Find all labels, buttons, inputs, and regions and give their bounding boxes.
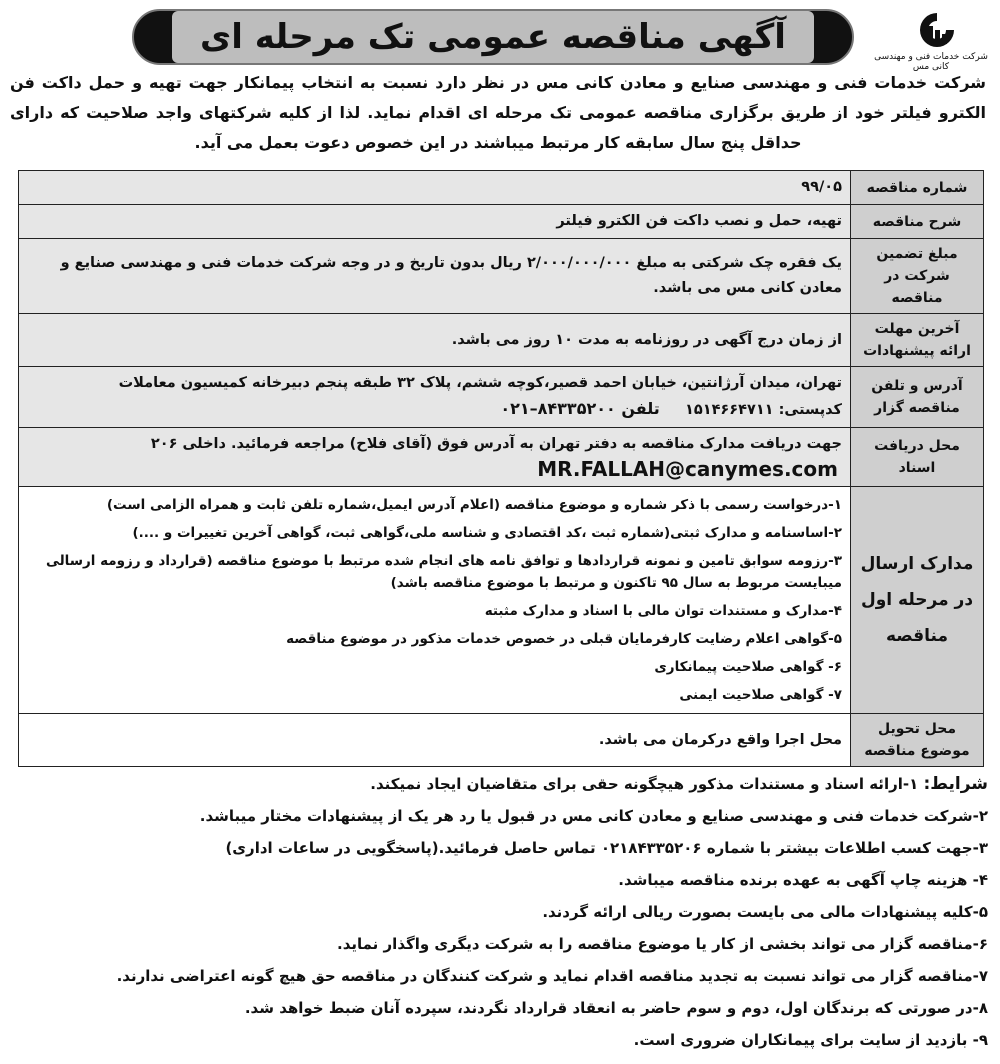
company-logo <box>914 10 960 50</box>
docs-pickup-value: جهت دریافت مدارک مناقصه به دفتر تهران به آدرس فوق (آقای فلاح) مراجعه فرمائید. داخلی ۲۰۶ <box>150 436 842 452</box>
table-row <box>19 239 984 314</box>
header <box>0 4 1000 72</box>
deadline-value: از زمان درج آگهی در روزنامه به مدت ۱۰ روز می باشد. <box>19 314 851 367</box>
list-item: ۳-رزومه سوابق تامین و نمونه قراردادها و توافق نامه های انجام شده مرتبط با موضوع مناقصه (قرارداد و رزومه ارسالی میبایست مربوط به سال ۹۵ تاکنون و مرتبط با موضوع مناقصه باشد) <box>45 553 842 591</box>
guarantee-value: یک فقره چک شرکتی به مبلغ ۲/۰۰۰/۰۰۰/۰۰۰ ریال بدون تاریخ و در وجه شرکت خدمات فنی و مهندسی صنایع و معادن کانی مس می باشد. <box>19 239 851 314</box>
tender-number-value: ۹۹/۰۵ <box>19 171 851 205</box>
submission-docs-label: مدارک ارسال در مرحله اول مناقصه <box>851 487 984 714</box>
phone-number: تلفن ۸۴۳۳۵۲۰۰–۰۲۱ <box>500 399 660 418</box>
table-row <box>19 428 984 487</box>
list-item: ۴-مدارک و مستندات توان مالی با اسناد و مدارک مثبته <box>484 603 842 619</box>
postal-code: کدپستی: ۱۵۱۴۶۶۴۷۱۱ <box>685 402 842 418</box>
delivery-label: محل تحویل موضوع مناقصه <box>851 714 984 767</box>
docs-pickup-label: محل دریافت اسناد <box>851 428 984 487</box>
tender-details-table <box>18 170 984 767</box>
list-item: ۱-درخواست رسمی با ذکر شماره و موضوع مناقصه (اعلام آدرس ایمیل،شماره تلفن ثابت و همراه الزامی است) <box>106 497 842 513</box>
deadline-label: آخرین مهلت ارائه پیشنهادات <box>851 314 984 367</box>
list-item: ۷- گواهی صلاحیت ایمنی <box>679 687 842 703</box>
list-item: ۸-در صورتی که برندگان اول، دوم و سوم حاضر به انعقاد قرارداد نگردند، سپرده آنان ضبط خواهد شد. <box>244 999 988 1017</box>
list-item: ۳-جهت کسب اطلاعات بیشتر با شماره ۰۲۱۸۴۳۳۵۲۰۶ تماس حاصل فرمائید.(پاسخگویی در ساعات اداری) <box>225 839 988 857</box>
table-row <box>19 487 984 714</box>
title-banner <box>132 9 854 65</box>
list-item: ۵-کلیه پیشنهادات مالی می بایست بصورت ریالی ارائه گردند. <box>542 903 988 921</box>
table-row <box>19 714 984 767</box>
list-item: ۶- گواهی صلاحیت پیمانکاری <box>654 659 842 675</box>
logo-caption: شرکت خدمات فنی و مهندسی کانی مس <box>874 52 988 72</box>
address-value: تهران، میدان آرژانتین، خیابان احمد قصیر،کوچه ششم، پلاک ۳۲ طبقه پنجم دبیرخانه کمیسیون معاملات <box>118 375 842 391</box>
table-row <box>19 205 984 239</box>
table-row <box>19 171 984 205</box>
table-row <box>19 367 984 428</box>
contact-email[interactable]: MR.FALLAH@canymes.com <box>537 457 838 481</box>
tender-number-label: شماره مناقصه <box>851 171 984 205</box>
list-item: ۷-مناقصه گزار می تواند نسبت به تجدید مناقصه اقدام نماید و شرکت کنندگان در مناقصه حق هیچ گونه اعتراضی ندارند. <box>116 967 988 985</box>
list-item: ۶-مناقصه گزار می تواند بخشی از کار یا موضوع مناقصه را به شرکت دیگری واگذار نماید. <box>337 935 988 953</box>
description-label: شرح مناقصه <box>851 205 984 239</box>
description-value: تهیه، حمل و نصب داکت فن الکترو فیلتر <box>19 205 851 239</box>
list-item: ۹- بازدید از سایت برای پیمانکاران ضروری است. <box>633 1031 988 1049</box>
guarantee-label: مبلغ تضمین شرکت در مناقصه <box>851 239 984 314</box>
conditions-heading: شرایط: <box>923 774 988 794</box>
intro-paragraph: شرکت خدمات فنی و مهندسی صنایع و معادن کانی مس در نظر دارد نسبت به انتخاب پیمانکار جهت تهیه و حمل داکت فن الکترو فیلتر خود از طریق برگزاری مناقصه عمومی تک مرحله ای اقدام نماید. لذا از کلیه شرکتهای واجد صلاحیت که دارای حداقل پنج سال سابقه کار مرتبط میباشند در این خصوص دعوت بعمل می آید. <box>10 73 986 152</box>
list-item: ۵-گواهی اعلام رضایت کارفرمایان قبلی در خصوص خدمات مذکور در موضوع مناقصه <box>286 631 842 647</box>
page-title: آگهی مناقصه عمومی تک مرحله ای <box>200 17 786 57</box>
list-item: ۲-اساسنامه و مدارک ثبتی(شماره ثبت ،کد اقتصادی و شناسه ملی،گواهی ثبت، گواهی آخرین تغییرات و ....) <box>132 525 842 541</box>
conditions-section <box>12 768 988 1056</box>
list-item: شرایط: ۱-ارائه اسناد و مستندات مذکور هیچگونه حقی برای متقاضیان ایجاد نمیکند. <box>370 774 988 794</box>
table-row <box>19 314 984 367</box>
list-item: ۴- هزینه چاپ آگهی به عهده برنده مناقصه میباشد. <box>618 871 988 889</box>
list-item: ۲-شرکت خدمات فنی و مهندسی صنایع و معادن کانی مس در قبول یا رد هر یک از پیشنهادات مختار میباشد. <box>199 807 988 825</box>
address-label: آدرس و تلفن مناقصه گزار <box>851 367 984 428</box>
delivery-value: محل اجرا واقع درکرمان می باشد. <box>19 714 851 767</box>
